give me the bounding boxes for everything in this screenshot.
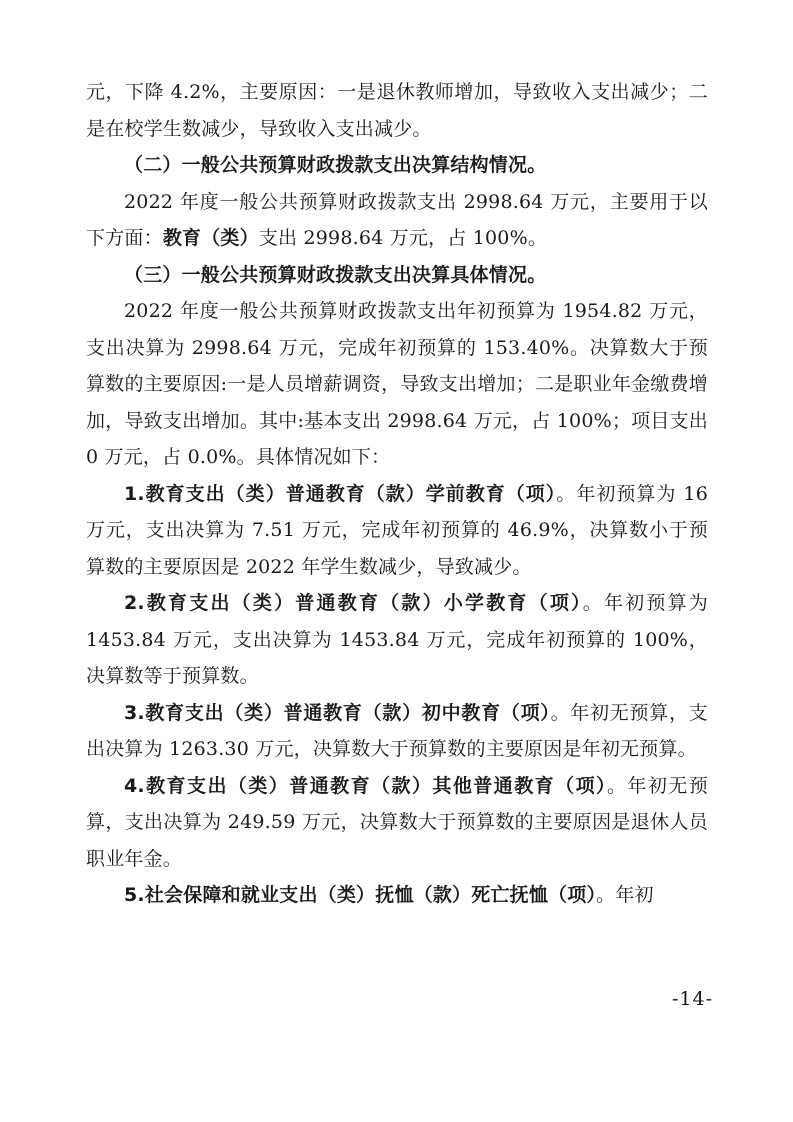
paragraph-tail: 支出 2998.64 万元，占 100%。 (258, 227, 548, 249)
item-title: 3.教育支出（类）普通教育（款）初中教育（项） (124, 701, 551, 724)
item-other-education (86, 768, 708, 878)
section-heading-details (86, 257, 708, 294)
heading-text: （二）一般公共预算财政拨款支出决算结构情况。 (124, 154, 547, 176)
item-text: 。年初 (596, 884, 654, 906)
paragraph-details (86, 293, 708, 476)
page-number: -14- (671, 988, 713, 1010)
paragraph-text: 2022 年度一般公共预算财政拨款支出 2998.64 万元，主要用于以下方面： (86, 190, 708, 249)
document-page (86, 74, 708, 914)
item-text: 。年初无预算，支出决算为 249.59 万元，决算数大于预算数的主要原因是退休人员职业年金。 (86, 774, 708, 870)
paragraph-continuation (86, 74, 708, 147)
item-preschool-education (86, 476, 708, 586)
item-text: 。年初预算为 1453.84 万元，支出决算为 1453.84 万元，完成年初预算的 100%，决算数等于预算数。 (86, 592, 708, 687)
heading-text: （三）一般公共预算财政拨款支出决算具体情况。 (124, 263, 547, 286)
paragraph-bold-inline: 教育（类） (162, 227, 259, 249)
paragraph-text: 2022 年度一般公共预算财政拨款支出年初预算为 1954.82 万元，支出决算为 2998.64 万元，完成年初预算的 153.40%。决算数大于预算数的主要原因:一是人员增薪调资，导致支出增加；二是职业年金缴费增加，导致支出增加。其中:基本支出 2998.64 万元，占 100%；项目支出 0 万元，占 0.0%。具体情况如下： (86, 300, 708, 468)
paragraph-text: 元，下降 4.2%，主要原因：一是退休教师增加，导致收入支出减少；二是在校学生数减少，导致收入支出减少。 (86, 81, 708, 140)
item-title: 4.教育支出（类）普通教育（款）其他普通教育（项） (124, 774, 607, 797)
paragraph-structure (86, 184, 708, 257)
item-death-pension (86, 877, 708, 914)
item-text: 。年初无预算，支出决算为 1263.30 万元，决算数大于预算数的主要原因是年初无预算。 (86, 701, 708, 760)
item-text: 。年初预算为 16 万元，支出决算为 7.51 万元，完成年初预算的 46.9%，决算数小于预算数的主要原因是 2022 年学生数减少，导致减少。 (86, 482, 708, 578)
item-junior-high-education (86, 695, 708, 768)
item-title: 1.教育支出（类）普通教育（款）学前教育（项） (124, 482, 557, 505)
section-heading-structure (86, 147, 708, 184)
item-primary-education (86, 585, 708, 695)
item-title: 5.社会保障和就业支出（类）抚恤（款）死亡抚恤（项） (124, 884, 597, 906)
item-title: 2.教育支出（类）普通教育（款）小学教育（项） (124, 592, 583, 614)
